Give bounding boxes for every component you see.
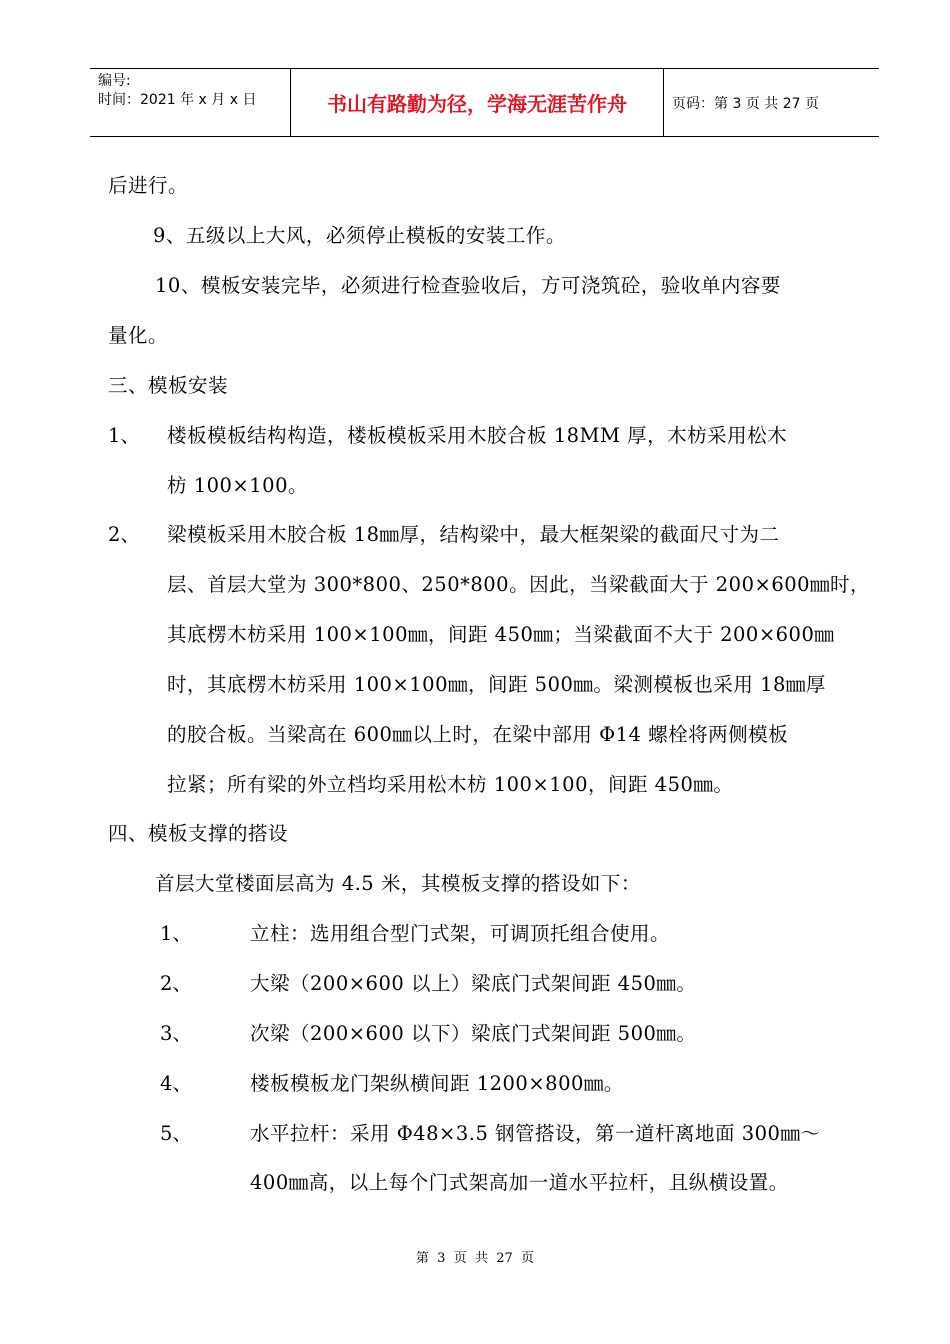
code-label: 编号: — [98, 73, 131, 89]
list-item-line: 枋 100×100。 — [167, 474, 308, 497]
list-number: 4、 — [160, 1072, 192, 1095]
time-label: 时间：2021 年 x 月 x 日 — [98, 92, 257, 108]
list-item-line: 拉紧；所有梁的外立档均采用松木枋 100×100，间距 450㎜。 — [167, 773, 734, 796]
list-item-line: 400㎜高，以上每个门式架高加一道水平拉杆，且纵横设置。 — [250, 1171, 789, 1194]
header-bottom-rule — [90, 136, 879, 137]
section-heading: 三、模板安装 — [108, 374, 229, 397]
list-item-line: 立柱：选用组合型门式架，可调顶托组合使用。 — [250, 922, 671, 945]
list-item-line: 楼板模板龙门架纵横间距 1200×800㎜。 — [250, 1072, 624, 1095]
list-number: 3、 — [160, 1022, 192, 1045]
paragraph-line: 后进行。 — [108, 174, 189, 197]
page-label: 页码：第 3 页 共 27 页 — [672, 96, 819, 112]
list-number: 1、 — [160, 922, 192, 945]
list-item-line: 的胶合板。当梁高在 600㎜以上时，在梁中部用 Φ14 螺栓将两侧模板 — [167, 723, 789, 746]
motto: 书山有路勤为径，学海无涯苦作舟 — [327, 92, 627, 116]
paragraph-line: 量化。 — [108, 324, 169, 347]
list-number: 1、 — [108, 424, 140, 447]
list-item-line: 时，其底楞木枋采用 100×100㎜，间距 500㎜。梁测模板也采用 18㎜厚 — [167, 673, 826, 696]
list-item-line: 梁模板采用木胶合板 18㎜厚，结构梁中，最大框架梁的截面尺寸为二 — [167, 523, 780, 546]
header-divider-right — [663, 68, 664, 136]
list-number: 2、 — [108, 523, 140, 546]
paragraph-line: 10、模板安装完毕，必须进行检查验收后，方可浇筑砼，验收单内容要 — [155, 274, 781, 297]
paragraph-line: 首层大堂楼面层高为 4.5 米，其模板支撑的搭设如下： — [155, 872, 641, 895]
section-heading: 四、模板支撑的搭设 — [108, 822, 289, 845]
list-item-line: 层、首层大堂为 300*800、250*800。因此，当梁截面大于 200×600㎜时， — [167, 573, 871, 596]
list-item-line: 其底楞木枋采用 100×100㎜，间距 450㎜；当梁截面不大于 200×600㎜ — [167, 623, 835, 646]
list-item-line: 水平拉杆：采用 Φ48×3.5 钢管搭设，第一道杆离地面 300㎜～ — [250, 1122, 821, 1145]
header-top-rule — [90, 68, 879, 69]
list-item-line: 次梁（200×600 以下）梁底门式架间距 500㎜。 — [250, 1022, 697, 1045]
paragraph-line: 9、五级以上大风，必须停止模板的安装工作。 — [153, 224, 566, 247]
page-footer: 第 3 页 共 27 页 — [415, 1251, 535, 1266]
list-number: 5、 — [160, 1122, 192, 1145]
list-item-line: 楼板模板结构构造，楼板模板采用木胶合板 18MM 厚，木枋采用松木 — [167, 424, 788, 447]
list-item-line: 大梁（200×600 以上）梁底门式架间距 450㎜。 — [250, 972, 697, 995]
list-number: 2、 — [160, 972, 192, 995]
